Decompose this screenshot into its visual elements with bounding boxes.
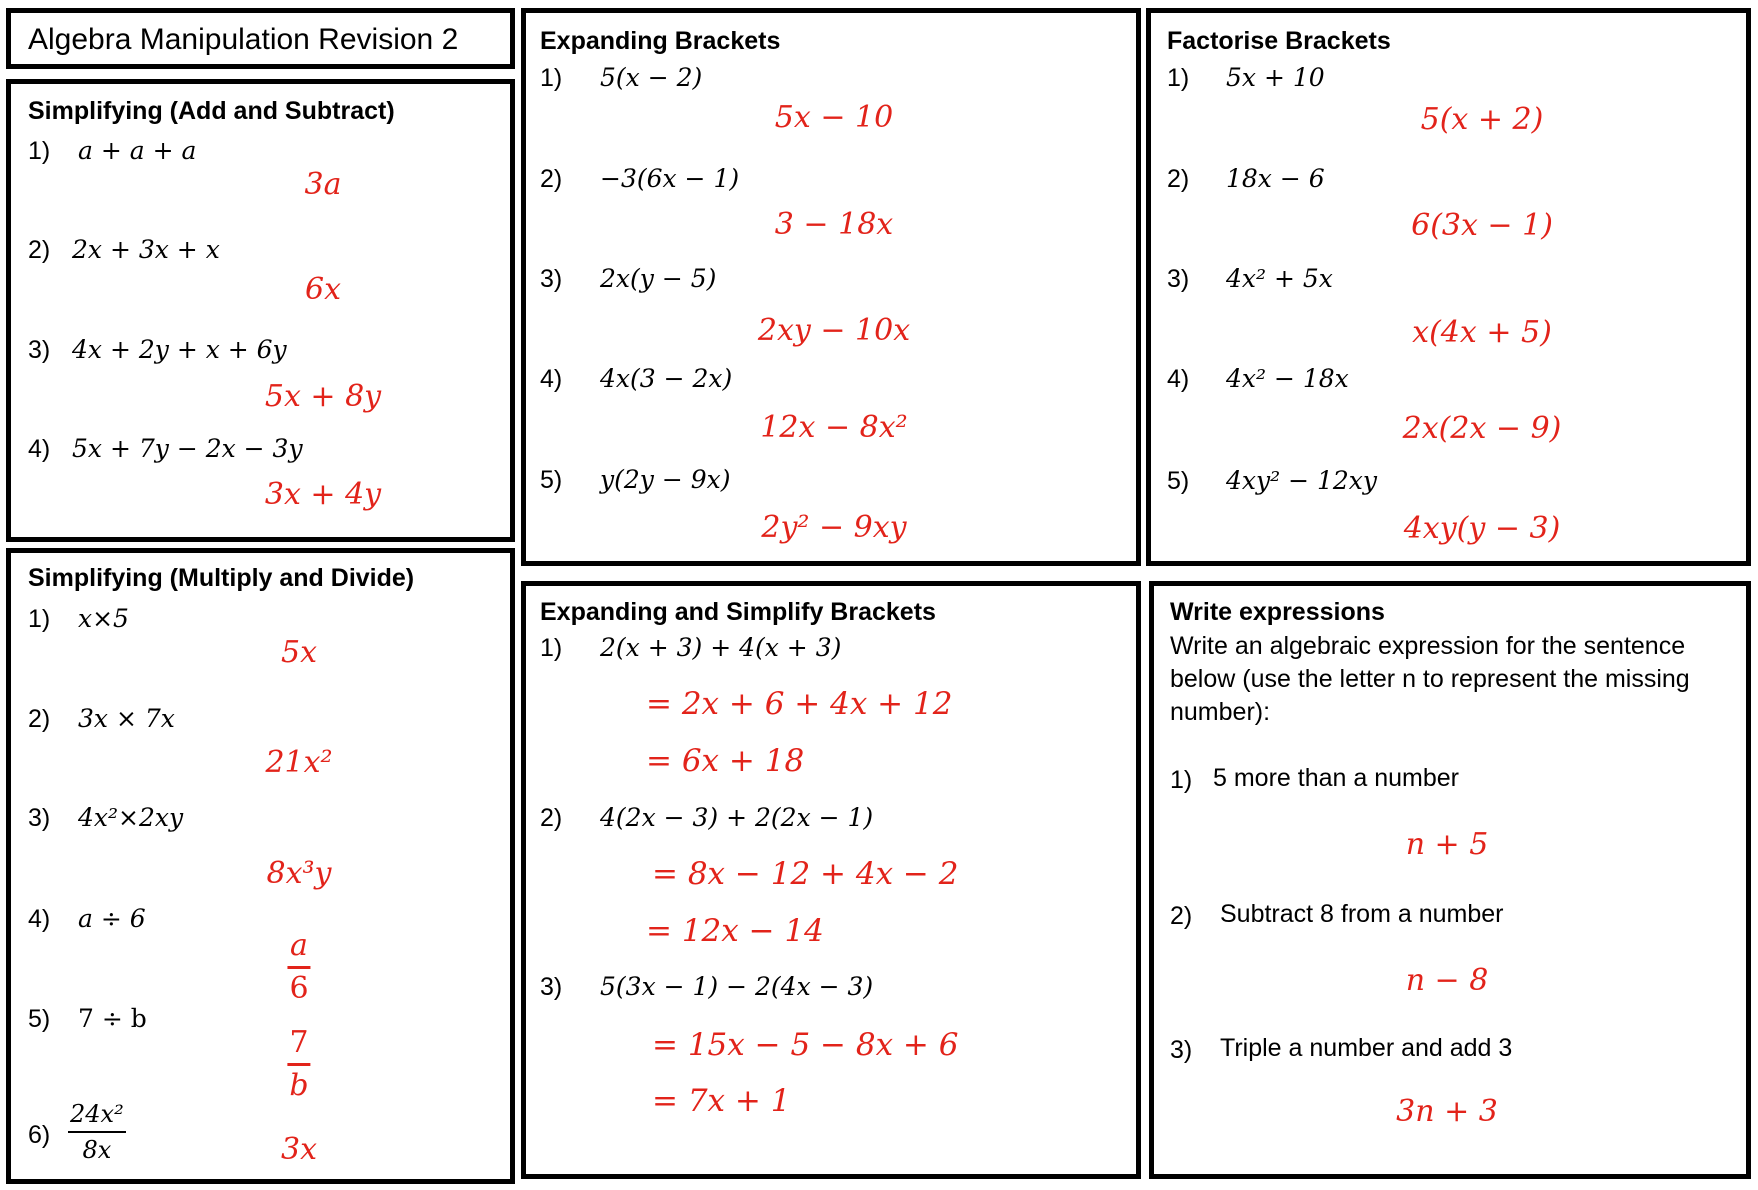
question: 4xy² − 12xy xyxy=(1226,466,1378,495)
working-step: = 7x + 1 xyxy=(652,1083,791,1119)
question-number: 6) xyxy=(28,1121,51,1149)
question: a ÷ 6 xyxy=(78,904,146,933)
question: 4x(3 − 2x) xyxy=(600,364,733,393)
question-number: 1) xyxy=(540,64,563,92)
working-step: = 2x + 6 + 4x + 12 xyxy=(646,686,953,722)
answer: x(4x + 5) xyxy=(1412,315,1552,350)
question-number: 2) xyxy=(28,236,51,264)
question-number: 4) xyxy=(28,905,51,933)
working-step: = 8x − 12 + 4x − 2 xyxy=(652,856,959,892)
question: 4x² + 5x xyxy=(1226,264,1333,293)
question: 2x + 3x + x xyxy=(72,235,220,264)
fraction-numerator: a xyxy=(290,928,308,963)
multiply-divide-panel xyxy=(6,548,515,1184)
question-number: 5) xyxy=(540,466,563,494)
answer: 3a xyxy=(304,167,342,202)
fraction-numerator: 7 xyxy=(289,1025,309,1060)
question: 5x + 10 xyxy=(1226,63,1325,92)
question-number: 1) xyxy=(540,634,563,662)
panel-heading: Expanding and Simplify Brackets xyxy=(540,598,936,626)
working-step: = 12x − 14 xyxy=(646,913,824,949)
answer: 2x(2x − 9) xyxy=(1402,411,1562,446)
question-number: 3) xyxy=(28,336,51,364)
answer: 8x³y xyxy=(266,856,332,891)
question-number: 2) xyxy=(1167,165,1190,193)
question: x×5 xyxy=(78,604,129,633)
answer: 6(3x − 1) xyxy=(1411,208,1553,243)
fraction-question xyxy=(68,1097,126,1167)
question-number: 1) xyxy=(1170,766,1193,794)
question: 4x + 2y + x + 6y xyxy=(72,335,287,364)
panel-heading: Simplifying (Multiply and Divide) xyxy=(28,564,415,592)
answer: 5x + 8y xyxy=(264,379,382,414)
question-number: 4) xyxy=(28,435,51,463)
answer: 3x + 4y xyxy=(264,477,382,512)
page-title: Algebra Manipulation Revision 2 xyxy=(28,23,459,56)
question-number: 3) xyxy=(1167,265,1190,293)
answer: 5(x + 2) xyxy=(1420,102,1544,137)
question-number: 2) xyxy=(540,165,563,193)
answer: 5x − 10 xyxy=(774,100,894,135)
answer: 2y² − 9xy xyxy=(761,510,907,545)
answer: n − 8 xyxy=(1405,963,1489,998)
question: −3(6x − 1) xyxy=(600,164,740,193)
fraction-answer xyxy=(287,1023,310,1106)
answer: n + 5 xyxy=(1405,827,1489,862)
question-sentence: Subtract 8 from a number xyxy=(1220,900,1504,928)
answer: 2xy − 10x xyxy=(757,313,911,348)
question-number: 1) xyxy=(1167,64,1190,92)
question-number: 2) xyxy=(540,804,563,832)
fraction-answer xyxy=(287,926,310,1009)
panel-heading: Write expressions xyxy=(1170,598,1385,626)
answer: 6x xyxy=(304,272,342,307)
question-number: 1) xyxy=(28,605,51,633)
expanding-panel xyxy=(521,8,1141,566)
question: y(2y − 9x) xyxy=(600,465,731,494)
question-number: 5) xyxy=(1167,467,1190,495)
question: 3x × 7x xyxy=(78,704,175,733)
panel-heading: Expanding Brackets xyxy=(540,27,781,55)
question: 4x² − 18x xyxy=(1226,364,1349,393)
question-sentence: Triple a number and add 3 xyxy=(1220,1034,1513,1062)
question-number: 2) xyxy=(1170,902,1193,930)
question-number: 3) xyxy=(540,973,563,1001)
answer: 4xy(y − 3) xyxy=(1403,511,1561,546)
answer: 3 − 18x xyxy=(774,207,894,242)
question-number: 3) xyxy=(28,804,51,832)
question-sentence: 5 more than a number xyxy=(1213,764,1459,792)
working-step: = 15x − 5 − 8x + 6 xyxy=(652,1027,959,1063)
panel-heading: Simplifying (Add and Subtract) xyxy=(28,97,395,125)
question-number: 1) xyxy=(28,137,51,165)
question: 4(2x − 3) + 2(2x − 1) xyxy=(600,803,874,832)
factorise-panel xyxy=(1146,8,1751,566)
question: 7 ÷ b xyxy=(78,1004,147,1033)
fraction-denominator: 6 xyxy=(289,971,309,1006)
question: 2(x + 3) + 4(x + 3) xyxy=(600,633,842,662)
fraction-numerator: 24x² xyxy=(70,1100,124,1128)
question-number: 2) xyxy=(28,705,51,733)
fraction-denominator: 8x xyxy=(82,1136,112,1164)
instructions: Write an algebraic expression for the sentence below (use the letter n to represent the missing number): xyxy=(1170,632,1690,726)
question: a + a + a xyxy=(78,136,197,165)
question-number: 3) xyxy=(1170,1036,1193,1064)
question: 5(3x − 1) − 2(4x − 3) xyxy=(600,972,874,1001)
question-number: 3) xyxy=(540,265,563,293)
expand-simplify-panel xyxy=(521,581,1141,1179)
question: 18x − 6 xyxy=(1226,164,1325,193)
answer: 12x − 8x² xyxy=(760,410,908,445)
question: 5x + 7y − 2x − 3y xyxy=(72,434,303,463)
answer: 3x xyxy=(280,1132,318,1167)
question: 4x²×2xy xyxy=(78,803,184,832)
question-number: 5) xyxy=(28,1005,51,1033)
question-number: 4) xyxy=(540,365,563,393)
answer: 5x xyxy=(280,635,318,670)
title-box xyxy=(6,8,515,69)
answer: 3n + 3 xyxy=(1396,1094,1498,1129)
panel-heading: Factorise Brackets xyxy=(1167,27,1391,55)
question: 2x(y − 5) xyxy=(600,264,717,293)
working-step: = 6x + 18 xyxy=(646,743,805,779)
answer: 21x² xyxy=(265,745,333,780)
question: 5(x − 2) xyxy=(600,63,703,92)
write-expressions-panel xyxy=(1149,581,1751,1179)
question-number: 4) xyxy=(1167,365,1190,393)
add-subtract-panel xyxy=(6,79,515,542)
fraction-denominator: b xyxy=(289,1068,309,1103)
